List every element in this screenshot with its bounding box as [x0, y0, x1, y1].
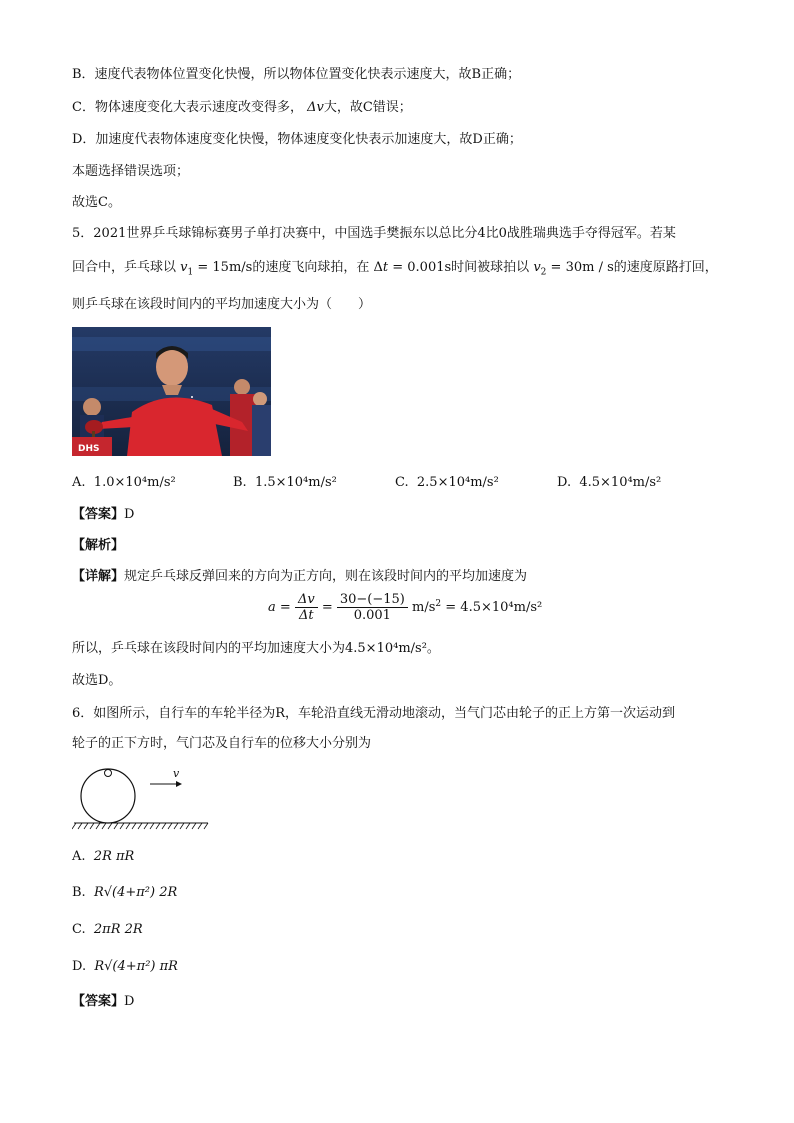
q5-option-b[interactable]: [233, 474, 337, 492]
option-c-suffix: 大，故C错误；: [323, 100, 412, 115]
q5-choose: 故选D。: [72, 673, 122, 688]
analysis-label: 【解析】: [72, 538, 125, 553]
answer-value: D: [124, 507, 135, 522]
q5-option-d-value: 4.5×10⁴m/s²: [579, 475, 662, 490]
q5-conclusion: 所以，乒乓球在该段时间内的平均加速度大小为4.5×10⁴m/s²。: [72, 641, 440, 656]
arrow-head-icon: [176, 781, 182, 787]
q5-option-c[interactable]: [395, 474, 499, 492]
q6-answer: [72, 993, 134, 1011]
formula-num-right: 30−(−15): [337, 592, 408, 608]
q6-option-c[interactable]: [72, 921, 143, 939]
q5-option-a[interactable]: [72, 474, 176, 492]
option-c-prefix: C．物体速度变化大表示速度改变得多，: [72, 100, 303, 115]
q6-option-d[interactable]: [72, 958, 178, 976]
q5-text-c: 时间被球拍以: [451, 260, 530, 275]
q5-analysis-heading: [72, 537, 124, 555]
q5-answer: [72, 506, 134, 524]
formula-frac-left: [295, 592, 318, 623]
q6-stem-line1: 6．如图所示，自行车的车轮半径为R，车轮沿直线无滑动地滚动，当气门芯由轮子的正上方第一次运动到: [72, 706, 676, 721]
q5-stem-line2: [72, 259, 718, 282]
q6-option-b-value: R√(4+π²) 2R: [93, 885, 178, 900]
detail-label: 【详解】: [72, 569, 125, 584]
q6-option-a-key: A.: [72, 849, 86, 864]
q5-option-b-value: 1.5×10⁴m/s²: [254, 475, 337, 490]
q4-choose: 故选C。: [72, 195, 121, 210]
q6-option-d-key: D.: [72, 959, 87, 974]
formula-den-right: 0.001: [353, 608, 391, 623]
q5-text-a: 回合中，乒乓球以: [72, 260, 177, 275]
wheel-circle: [81, 769, 135, 823]
q5-option-a-value: 1.0×10⁴m/s²: [93, 475, 176, 490]
q6-answer-value: D: [124, 994, 135, 1009]
formula-result: 4.5×10⁴m/s²: [460, 600, 543, 615]
answer-label: 【答案】: [72, 507, 125, 522]
velocity-label: v: [173, 767, 180, 780]
option-b-explanation: B．速度代表物体位置变化快慢，所以物体位置变化快表示速度大，故B正确；: [72, 67, 521, 82]
q6-answer-label: 【答案】: [72, 994, 125, 1009]
q5-option-d[interactable]: [557, 474, 661, 492]
v1-expression: $v_1 = 15m/s$: [180, 260, 253, 278]
v2-expression: $v_2 = 30m / s$: [533, 260, 614, 278]
select-wrong-note: 本题选择错误选项；: [72, 164, 190, 179]
formula-num-left: Δv: [295, 592, 318, 608]
formula-frac-right: [337, 592, 408, 623]
ground-hatching: [72, 823, 208, 829]
q6-option-b[interactable]: [72, 884, 177, 902]
q5-option-d-key: D.: [557, 475, 572, 490]
q5-stem-line3: 则乒乓球在该段时间内的平均加速度大小为（ ）: [72, 297, 372, 312]
q6-option-b-key: B.: [72, 885, 86, 900]
delta-v-symbol: Δv: [307, 100, 324, 115]
table-tennis-player-image: [72, 327, 271, 456]
q5-option-c-value: 2.5×10⁴m/s²: [416, 475, 499, 490]
q5-option-c-key: C.: [395, 475, 409, 490]
bicycle-wheel-diagram: [72, 764, 212, 832]
acceleration-formula: a = $\frac{\Delta v}{\Delta t}$ = $\frac{30-(-15)}{0.001}$ $m/s^2 = 4.5\times 10^4m/s^2$: [268, 592, 543, 623]
q5-option-b-key: B.: [233, 475, 247, 490]
q6-option-c-value: 2πR 2R: [93, 922, 143, 937]
valve-core-dot: [105, 770, 112, 777]
q5-text-b: 的速度飞向球拍，在: [252, 260, 370, 275]
q6-stem-line2: 轮子的正下方时，气门芯及自行车的位移大小分别为: [72, 736, 372, 751]
q6-option-c-key: C.: [72, 922, 86, 937]
option-d-explanation: D．加速度代表物体速度变化快慢，物体速度变化快表示加速度大，故D正确；: [72, 132, 522, 147]
q5-option-a-key: A.: [72, 475, 86, 490]
q5-detail: [72, 568, 527, 586]
q6-option-a-value: 2R πR: [93, 849, 135, 864]
formula-den-left: Δt: [298, 608, 314, 623]
detail-text: 规定乒乓球反弹回来的方向为正方向，则在该段时间内的平均加速度为: [124, 569, 528, 584]
table-tennis-photo: [72, 327, 271, 456]
photo-banner-text: DHS: [78, 444, 100, 454]
q6-option-d-value: R√(4+π²) πR: [94, 959, 178, 974]
option-c-explanation: [72, 99, 412, 117]
delta-t-expression: Δt = 0.001s: [373, 260, 452, 275]
formula-a: a: [268, 600, 276, 615]
q5-text-d: 的速度原路打回，: [613, 260, 718, 275]
q6-option-a[interactable]: [72, 848, 134, 866]
q5-stem-line1: 5．2021世界乒乓球锦标赛男子单打决赛中，中国选手樊振东以总比分4比0战胜瑞典选手夺得冠军。若某: [72, 226, 676, 241]
